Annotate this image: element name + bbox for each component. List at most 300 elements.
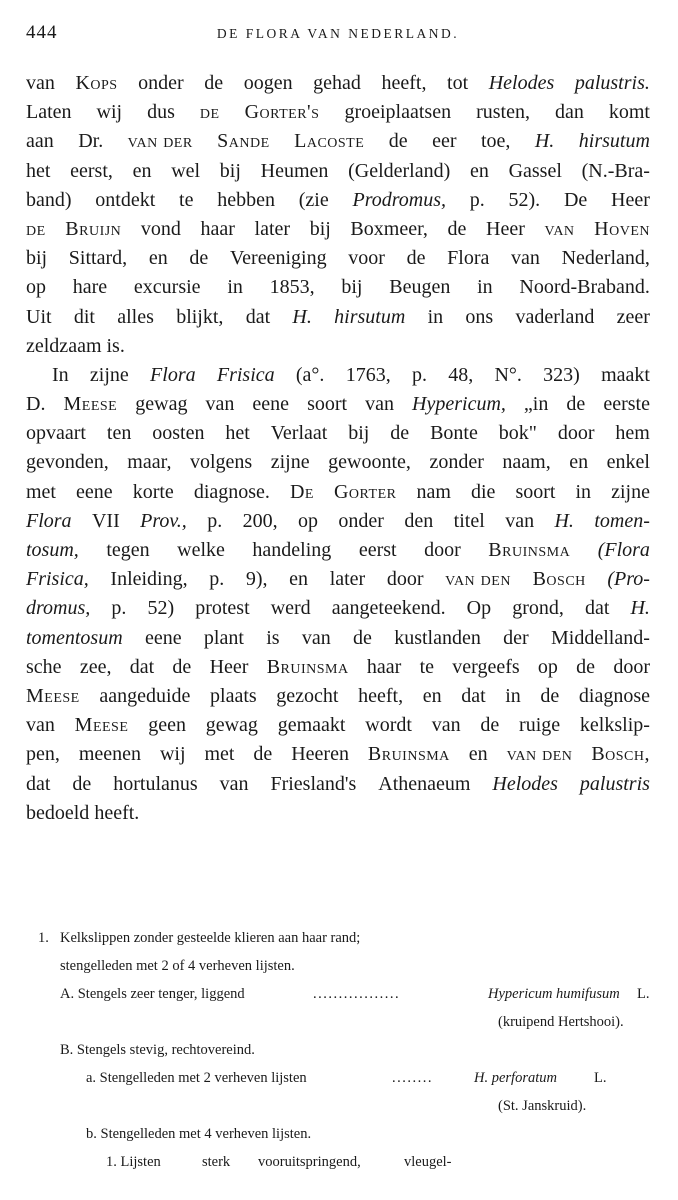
word: van [511,247,540,270]
word: titel [453,509,485,532]
word: Hoven [594,217,650,240]
word: eene [252,393,290,416]
word: zee, [79,655,112,678]
word: onder [338,509,384,532]
word: ontdekt [95,188,156,211]
key-line [26,1152,650,1180]
key-number: 1. [38,930,49,946]
text-line [26,393,650,422]
word: van [301,626,331,649]
text-line [26,685,650,714]
word: eene [76,480,113,503]
word: oosten [152,422,205,445]
word: alles [117,305,154,328]
word: Middelland- [551,626,650,649]
word: dat [245,305,271,328]
word: „in [523,393,549,416]
word: eerst, [70,159,113,182]
word: 200, [242,509,278,532]
word: Bonte [430,422,478,445]
word: plant [203,626,244,649]
word: vond [140,217,181,240]
word: Meese [63,393,118,416]
word: 323) [543,363,580,386]
key-dots: ................. [313,986,401,1002]
word: gezocht [276,684,339,707]
word: op [298,509,319,532]
word: bij [348,422,370,445]
word: gemaakt [277,714,346,737]
word: en [422,684,442,707]
key-text: 1. Lijsten [106,1154,161,1170]
word: door [613,655,650,678]
word: zonder [429,451,484,474]
word: de [172,655,192,678]
common-name: (St. Janskruid). [498,1098,587,1114]
word: enkel [606,451,650,474]
word: bij [26,247,48,270]
word: Meese [74,714,129,737]
word: tomentosum [26,626,123,649]
word: zijne [270,451,310,474]
text-line [26,714,650,743]
key-line [26,1124,650,1152]
word: Meese [26,684,80,707]
word: bok" [498,422,537,445]
word: meenen [78,743,142,766]
body-text [26,72,650,831]
word: Helodes [488,72,555,94]
word: hortulanus [113,772,198,795]
text-line [26,656,650,685]
word: rusten, [476,101,530,124]
word: Gorter's [244,101,320,124]
word: van [26,714,55,737]
word: Op [466,597,492,620]
word: gewoonte, [328,451,411,474]
word: dan [554,101,584,124]
word: (N.-Bra- [581,159,650,182]
word: de [199,101,220,124]
word: naam, [502,451,551,474]
word: zeldzaam [26,334,102,357]
running-title: DE FLORA VAN NEDERLAND. [216,26,460,41]
word: N°. [494,363,522,386]
word: is [266,626,280,649]
word: in [505,684,521,707]
word: en [289,568,309,591]
word: komt [608,101,650,124]
word: volgens [190,451,253,474]
word: van der [127,130,193,153]
word: bij [341,276,363,299]
species-name: H. perforatum [474,1070,557,1086]
text-line [26,481,650,510]
word: soort [515,480,556,503]
word: in [227,276,243,299]
key-text: B. Stengels stevig, rechtovereind. [60,1042,255,1058]
word: Helodes [492,772,558,795]
key-text: stengelleden met 2 of 4 verheven lijsten. [60,958,295,974]
word: Gassel [508,159,562,182]
word: heeft. [94,801,140,824]
word: dat [26,772,51,795]
word: de [540,684,560,707]
key-line [26,956,650,984]
word: p. [469,188,485,211]
word: gevonden, [26,451,109,474]
word: Lacoste [294,130,365,153]
key-line [26,928,650,956]
key-line [26,984,650,1012]
text-line [26,451,650,480]
word: hare [72,276,108,299]
word: dit [73,305,95,328]
word: van den [445,568,511,591]
word: H. [534,130,555,153]
word: Frisica [216,363,275,386]
text-line [26,539,650,568]
word: ten [106,422,132,445]
word: soort [307,393,348,416]
word: de [406,247,426,270]
word: handeling [252,539,332,561]
text-line [26,510,650,539]
word: VII [91,509,120,532]
word: zijne [611,480,650,503]
word: aangeteekend. [331,597,446,620]
text-line [26,130,650,159]
species-name: Hypericum humifusum [488,986,620,1002]
common-name: (kruipend Hertshooi). [498,1014,624,1030]
word: tegen [106,539,150,561]
word: hem [615,422,650,445]
word: 1853, [269,276,315,299]
word: haar [366,655,402,678]
word: van [365,393,394,416]
word: In [52,363,69,386]
word: Uit [26,305,52,328]
word: ruige [519,714,561,737]
word: plaats [210,684,257,707]
word: het [225,422,250,445]
word: de [189,247,209,270]
word: en [469,159,489,182]
word: (Flora [597,539,650,561]
word: zeer [616,305,650,328]
key-line [26,1096,650,1124]
word: van [205,393,235,416]
word: Boxmeer, [350,217,428,240]
word: groeiplaatsen [344,101,452,124]
word: onder [138,72,184,94]
word: sche [26,655,62,678]
word: maakt [601,363,650,386]
word: p. [207,509,223,532]
word: Athenaeum [378,772,471,795]
word: gewag [135,393,188,416]
text-line [26,743,650,772]
word: bij [309,217,331,240]
word: Flora [26,509,72,532]
word: Heumen [260,159,329,182]
word: de [388,130,408,153]
word: H. [630,597,650,620]
word: wij [96,101,123,124]
word: Flora [447,247,490,270]
text-line [26,72,650,101]
word: Bosch [532,568,586,591]
word: Bruinsma [266,655,349,678]
text-line [26,422,650,451]
word: Heeren [291,743,349,766]
word: p. [111,597,127,620]
word: de [390,422,410,445]
word: protest [195,597,250,620]
word: Heer [486,217,525,240]
word: pen, [26,743,60,766]
word: heeft, [381,72,427,94]
word: Prov., [140,509,187,532]
word: Bosch, [591,743,650,766]
word: (zie [298,188,329,211]
word: in [575,480,592,503]
word: tomen- [594,509,650,532]
word: van [26,72,55,94]
word: p. [411,363,427,386]
text-line [26,802,650,831]
word: Hypericum, [412,393,506,416]
text-line [26,627,650,656]
word: werd [270,597,311,620]
text-line [26,568,650,597]
word: van [505,509,535,532]
word: later [254,217,291,240]
word: eerst [358,539,397,561]
word: der [503,626,529,649]
word: bij [219,159,241,182]
word: oogen [243,72,293,94]
word: Gorter [333,480,397,503]
word: den [404,509,434,532]
text-line [26,335,650,364]
word: Bruijn [65,217,122,240]
word: excursie [133,276,201,299]
word: van [219,772,249,795]
word: door [386,568,424,591]
word: in [477,276,493,299]
word: toe, [480,130,511,153]
word: en [468,743,488,766]
word: Heer [209,655,249,678]
text-line [26,306,650,335]
word: in [427,305,444,328]
word: Bruinsma [488,539,571,561]
word: de [480,714,500,737]
word: vaderland [515,305,595,328]
word: diagnose [578,684,650,707]
word: Frisica, [26,568,89,591]
word: door [557,422,595,445]
word: tosum, [26,539,79,561]
word: heeft, [358,684,404,707]
key-line [26,1040,650,1068]
word: met [204,743,235,766]
word: hebben [217,188,275,211]
word: met [26,480,56,503]
word: haar [200,217,235,240]
word: eerste [603,393,650,416]
key-text: sterk [202,1154,231,1170]
text-line [26,247,650,276]
text-line [26,597,650,626]
species-author: L. [594,1070,607,1086]
word: p. [209,568,225,591]
word: zijne [89,363,129,386]
text-line [26,101,650,130]
word: 52) [147,597,175,620]
word: 52). [508,188,541,211]
word: kelkslip- [579,714,650,737]
word: korte [132,480,174,503]
word: van [431,714,461,737]
key-text: A. Stengels zeer tenger, liggend [60,986,245,1002]
word: H. [292,305,312,328]
word: D. [26,393,46,416]
word: en [569,451,589,474]
word: palustris [579,772,650,795]
word: maar, [127,451,172,474]
word: ons [465,305,494,328]
word: Dr. [78,130,104,153]
key-dots: ........ [392,1070,433,1086]
key-text: b. Stengelleden met 4 verheven lijsten. [86,1126,312,1142]
word: hirsutum [578,130,650,153]
word: de [204,72,224,94]
word: H. [554,509,574,532]
word: De [563,188,588,211]
word: op [26,276,46,299]
word: dat [129,655,155,678]
word: De [289,480,314,503]
page-header [26,22,650,46]
word: de [353,626,372,649]
word: dat [461,684,486,707]
text-line [26,276,650,305]
word: aangeduide [99,684,191,707]
word: gehad [313,72,361,94]
word: die [470,480,496,503]
word: Prodromus, [352,188,447,211]
word: 9), [245,568,268,591]
word: voor [348,247,385,270]
word: wij [159,743,186,766]
key-text: vooruitspringend, [258,1154,361,1170]
word: hirsutum [334,305,406,328]
word: op [537,655,558,678]
word: aan [26,130,54,153]
word: te [419,655,434,678]
word: eene [144,626,182,649]
key-line [26,1068,650,1096]
word: (Gelderland) [348,159,451,182]
word: welke [177,539,225,561]
text-line [26,189,650,218]
word: Sittard, [68,247,128,270]
word: 1763, [345,363,391,386]
word: en [148,247,168,270]
word: grond, [512,597,564,620]
word: blijkt, [176,305,224,328]
word: later [329,568,366,591]
word: het [26,159,51,182]
key-text: vleugel- [404,1154,452,1170]
word: eer [432,130,457,153]
word: te [179,188,194,211]
key-text: Kelkslippen zonder gesteelde klieren aan haar rand; [60,930,361,946]
word: bedoeld [26,801,90,824]
word: wordt [365,714,412,737]
word: de [26,217,46,240]
text-line [26,160,650,189]
word: Inleiding, [110,568,188,591]
word: Flora [150,363,196,386]
word: nam [416,480,451,503]
word: de [72,772,92,795]
text-line [26,364,650,393]
word: tot [447,72,469,94]
word: 48, [448,363,474,386]
identification-key [26,928,650,1180]
word: Beugen [389,276,451,299]
word: opvaart [26,422,86,445]
key-text: a. Stengelleden met 2 verheven lijsten [86,1070,307,1086]
word: en [132,159,152,182]
word: gewag [205,714,258,737]
word: Sande [217,130,270,153]
word: kustlanden [394,626,481,649]
word: Heer [611,188,650,211]
word: van den [506,743,573,766]
word: door [424,539,461,561]
text-line [26,218,650,247]
word: Kops [75,72,118,94]
word: vergeefs [452,655,520,678]
word: dus [147,101,175,124]
word: de [447,217,467,240]
word: Verlaat [270,422,328,445]
word: (a°. [295,363,325,386]
word: is. [106,334,125,357]
word: geen [148,714,186,737]
word: Noord-Braband. [519,276,650,299]
word: de [576,655,596,678]
word: dat [584,597,610,620]
word: Bruinsma [367,743,450,766]
word: Laten [26,101,72,124]
species-author: L. [637,986,650,1002]
word: van [544,217,575,240]
word: wel [171,159,201,182]
word: Nederland, [561,247,650,270]
text-line [26,773,650,802]
word: de [253,743,273,766]
word: de [566,393,586,416]
word: Friesland's [270,772,357,795]
word: diagnose. [193,480,270,503]
key-line [26,1012,650,1040]
word: (Pro- [607,568,650,591]
